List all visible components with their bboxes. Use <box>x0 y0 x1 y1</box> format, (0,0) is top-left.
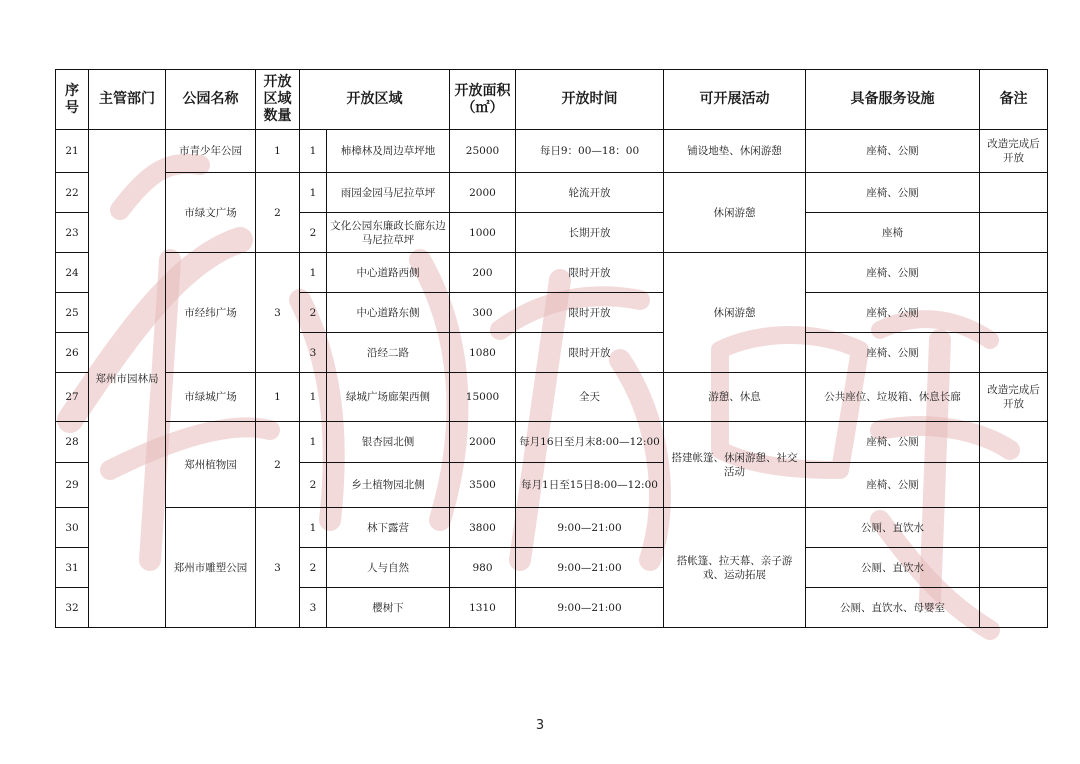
time-cell: 轮流开放 <box>516 173 664 213</box>
header-dept: 主管部门 <box>89 70 166 130</box>
table-row <box>56 253 1048 293</box>
seq-cell: 21 <box>56 130 89 173</box>
page-number: 3 <box>535 718 545 733</box>
zone-cell: 樱树下 <box>327 588 450 628</box>
remark-cell <box>980 253 1048 293</box>
seq-cell: 32 <box>56 588 89 628</box>
zone-cell: 人与自然 <box>327 548 450 588</box>
remark-cell <box>980 588 1048 628</box>
facility-cell: 公厕、直饮水 <box>806 508 980 548</box>
header-activities: 可开展活动 <box>664 70 806 130</box>
count-cell: 1 <box>256 373 300 422</box>
sub-index-cell: 2 <box>300 293 327 333</box>
activity-cell: 休闲游憩 <box>664 173 806 253</box>
sub-index-cell: 3 <box>300 588 327 628</box>
zone-cell: 文化公园东廉政长廊东边马尼拉草坪 <box>327 213 450 253</box>
facility-cell: 公厕、直饮水 <box>806 548 980 588</box>
table-row <box>56 373 1048 422</box>
table-row <box>56 130 1048 173</box>
seq-cell: 22 <box>56 173 89 213</box>
activity-cell: 铺设地垫、休闲游憩 <box>664 130 806 173</box>
size-cell: 3500 <box>450 463 516 508</box>
facility-cell: 座椅、公厕 <box>806 293 980 333</box>
remark-cell <box>980 173 1048 213</box>
header-facilities: 具备服务设施 <box>806 70 980 130</box>
count-cell: 2 <box>256 173 300 253</box>
activity-cell: 休闲游憩 <box>664 253 806 373</box>
seq-cell: 26 <box>56 333 89 373</box>
count-cell: 1 <box>256 130 300 173</box>
time-cell: 每日9：00—18：00 <box>516 130 664 173</box>
seq-cell: 30 <box>56 508 89 548</box>
park-table-sheet <box>55 69 1047 628</box>
size-cell: 25000 <box>450 130 516 173</box>
seq-cell: 24 <box>56 253 89 293</box>
header-time: 开放时间 <box>516 70 664 130</box>
time-cell: 全天 <box>516 373 664 422</box>
activity-cell: 搭帐篷、拉天幕、亲子游戏、运动拓展 <box>664 508 806 628</box>
sub-index-cell: 1 <box>300 508 327 548</box>
size-cell: 3800 <box>450 508 516 548</box>
remark-cell <box>980 293 1048 333</box>
activity-cell: 搭建帐篷、休闲游憩、社交活动 <box>664 422 806 508</box>
time-cell: 限时开放 <box>516 253 664 293</box>
sub-index-cell: 2 <box>300 213 327 253</box>
facility-cell: 座椅、公厕 <box>806 333 980 373</box>
size-cell: 1000 <box>450 213 516 253</box>
sub-index-cell: 1 <box>300 253 327 293</box>
facility-cell: 座椅、公厕 <box>806 253 980 293</box>
header-row <box>56 70 1048 130</box>
table-row <box>56 173 1048 213</box>
seq-cell: 28 <box>56 422 89 463</box>
sub-index-cell: 1 <box>300 373 327 422</box>
count-cell: 3 <box>256 253 300 373</box>
time-cell: 每月1日至15日8:00—12:00 <box>516 463 664 508</box>
time-cell: 9:00—21:00 <box>516 548 664 588</box>
park-cell: 郑州市雕塑公园 <box>166 508 256 628</box>
seq-cell: 31 <box>56 548 89 588</box>
sub-index-cell: 1 <box>300 130 327 173</box>
facility-cell: 座椅 <box>806 213 980 253</box>
facility-cell: 座椅、公厕 <box>806 173 980 213</box>
count-cell: 3 <box>256 508 300 628</box>
remark-cell <box>980 463 1048 508</box>
zone-cell: 中心道路西侧 <box>327 253 450 293</box>
activity-cell: 游憩、休息 <box>664 373 806 422</box>
time-cell: 每月16日至月末8:00—12:00 <box>516 422 664 463</box>
zone-cell: 沿经二路 <box>327 333 450 373</box>
park-open-areas-table <box>55 69 1048 628</box>
header-area-size: 开放面积（㎡） <box>450 70 516 130</box>
remark-cell <box>980 548 1048 588</box>
size-cell: 1080 <box>450 333 516 373</box>
park-cell: 市经纬广场 <box>166 253 256 373</box>
size-cell: 2000 <box>450 422 516 463</box>
sub-index-cell: 2 <box>300 463 327 508</box>
table-row <box>56 422 1048 463</box>
sub-index-cell: 3 <box>300 333 327 373</box>
time-cell: 限时开放 <box>516 333 664 373</box>
remark-cell <box>980 213 1048 253</box>
facility-cell: 公厕、直饮水、母婴室 <box>806 588 980 628</box>
sub-index-cell: 1 <box>300 173 327 213</box>
size-cell: 15000 <box>450 373 516 422</box>
table-row <box>56 508 1048 548</box>
park-cell: 市青少年公园 <box>166 130 256 173</box>
zone-cell: 柿樟林及周边草坪地 <box>327 130 450 173</box>
zone-cell: 绿城广场廊架西侧 <box>327 373 450 422</box>
zone-cell: 银杏园北侧 <box>327 422 450 463</box>
zone-cell: 乡土植物园北侧 <box>327 463 450 508</box>
facility-cell: 座椅、公厕 <box>806 422 980 463</box>
park-cell: 郑州植物园 <box>166 422 256 508</box>
time-cell: 9:00—21:00 <box>516 508 664 548</box>
sub-index-cell: 1 <box>300 422 327 463</box>
header-area-name: 开放区域 <box>300 70 450 130</box>
header-park: 公园名称 <box>166 70 256 130</box>
zone-cell: 林下露营 <box>327 508 450 548</box>
remark-cell: 改造完成后开放 <box>980 373 1048 422</box>
park-cell: 市绿城广场 <box>166 373 256 422</box>
header-seq: 序号 <box>56 70 89 130</box>
remark-cell <box>980 508 1048 548</box>
size-cell: 980 <box>450 548 516 588</box>
facility-cell: 座椅、公厕 <box>806 130 980 173</box>
remark-cell: 改造完成后开放 <box>980 130 1048 173</box>
time-cell: 9:00—21:00 <box>516 588 664 628</box>
sub-index-cell: 2 <box>300 548 327 588</box>
seq-cell: 29 <box>56 463 89 508</box>
facility-cell: 座椅、公厕 <box>806 463 980 508</box>
size-cell: 2000 <box>450 173 516 213</box>
size-cell: 1310 <box>450 588 516 628</box>
time-cell: 长期开放 <box>516 213 664 253</box>
header-count: 开放区域数量 <box>256 70 300 130</box>
header-remarks: 备注 <box>980 70 1048 130</box>
seq-cell: 23 <box>56 213 89 253</box>
seq-cell: 27 <box>56 373 89 422</box>
remark-cell <box>980 333 1048 373</box>
seq-cell: 25 <box>56 293 89 333</box>
facility-cell: 公共座位、垃圾箱、休息长廊 <box>806 373 980 422</box>
zone-cell: 中心道路东侧 <box>327 293 450 333</box>
park-cell: 市绿文广场 <box>166 173 256 253</box>
time-cell: 限时开放 <box>516 293 664 333</box>
dept-cell: 郑州市园林局 <box>89 130 166 628</box>
remark-cell <box>980 422 1048 463</box>
size-cell: 300 <box>450 293 516 333</box>
size-cell: 200 <box>450 253 516 293</box>
count-cell: 2 <box>256 422 300 508</box>
zone-cell: 雨园金园马尼拉草坪 <box>327 173 450 213</box>
